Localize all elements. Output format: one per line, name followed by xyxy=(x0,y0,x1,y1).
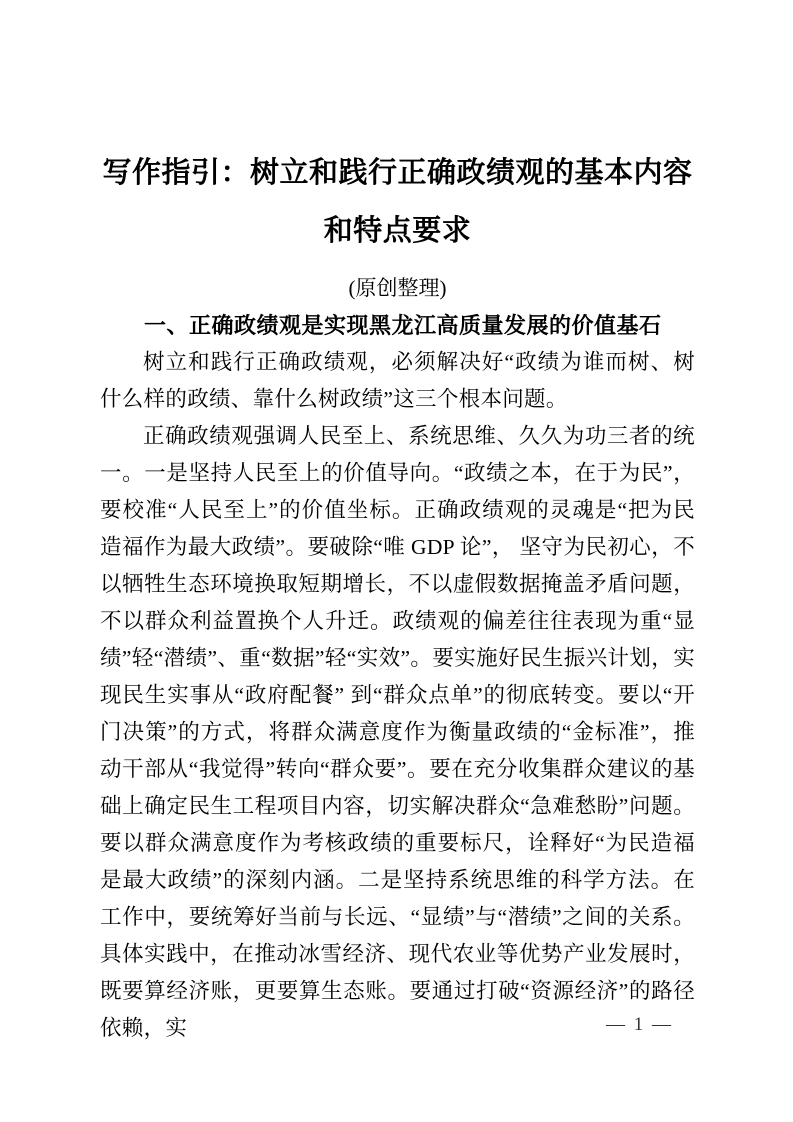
paragraph: 正确政绩观强调人民至上、系统思维、久久为功三者的统一。一是坚持人民至上的价值导向。“政绩之本，在于为民”，要校准“人民至上”的价值坐标。正确政绩观的灵魂是“把为民造福作为最大政绩”。要破除“唯 GDP 论”， 坚守为民初心，不以牺牲生态环境换取短期增长，不以虚假数据掩盖矛盾问题， 不以群众利益置换个人升迁。政绩观的偏差往往表现为重“显绩”轻“潜绩”、重“数据”轻“实效”。要实施好民生振兴计划，实现民生实事从“政府配餐” 到“群众点单”的彻底转变。要以“开门决策”的方式，将群众满意度作为衡量政绩的“金标准”，推动干部从“我觉得”转向“群众要”。要在充分收集群众建议的基础上确定民生工程项目内容，切实解决群众“急难愁盼”问题。要以群众满意度作为考核政绩的重要标尺，诠释好“为民造福是最大政绩”的深刻内涵。二是坚持系统思维的科学方法。在工作中，要统筹好当前与长远、“显绩”与“潜绩”之间的关系。具体实践中，在推动冰雪经济、现代农业等优势产业发展时，既要算经济账，更要算生态账。要通过打破“资源经济”的路径依赖，实 xyxy=(100,424,695,1040)
paragraph: 树立和践行正确政绩观，必须解决好“政绩为谁而树、树什么样的政绩、靠什么树政绩”这三个根本问题。 xyxy=(100,350,695,411)
section-heading: 一、正确政绩观是实现黑龙江高质量发展的价值基石 xyxy=(144,313,662,338)
document-title: 写作指引：树立和践行正确政绩观的基本内容和特点要求 xyxy=(102,157,693,247)
page-content-area xyxy=(100,0,695,1047)
byline: (原创整理) xyxy=(348,276,447,300)
page-number: — 1 — xyxy=(606,1014,673,1035)
